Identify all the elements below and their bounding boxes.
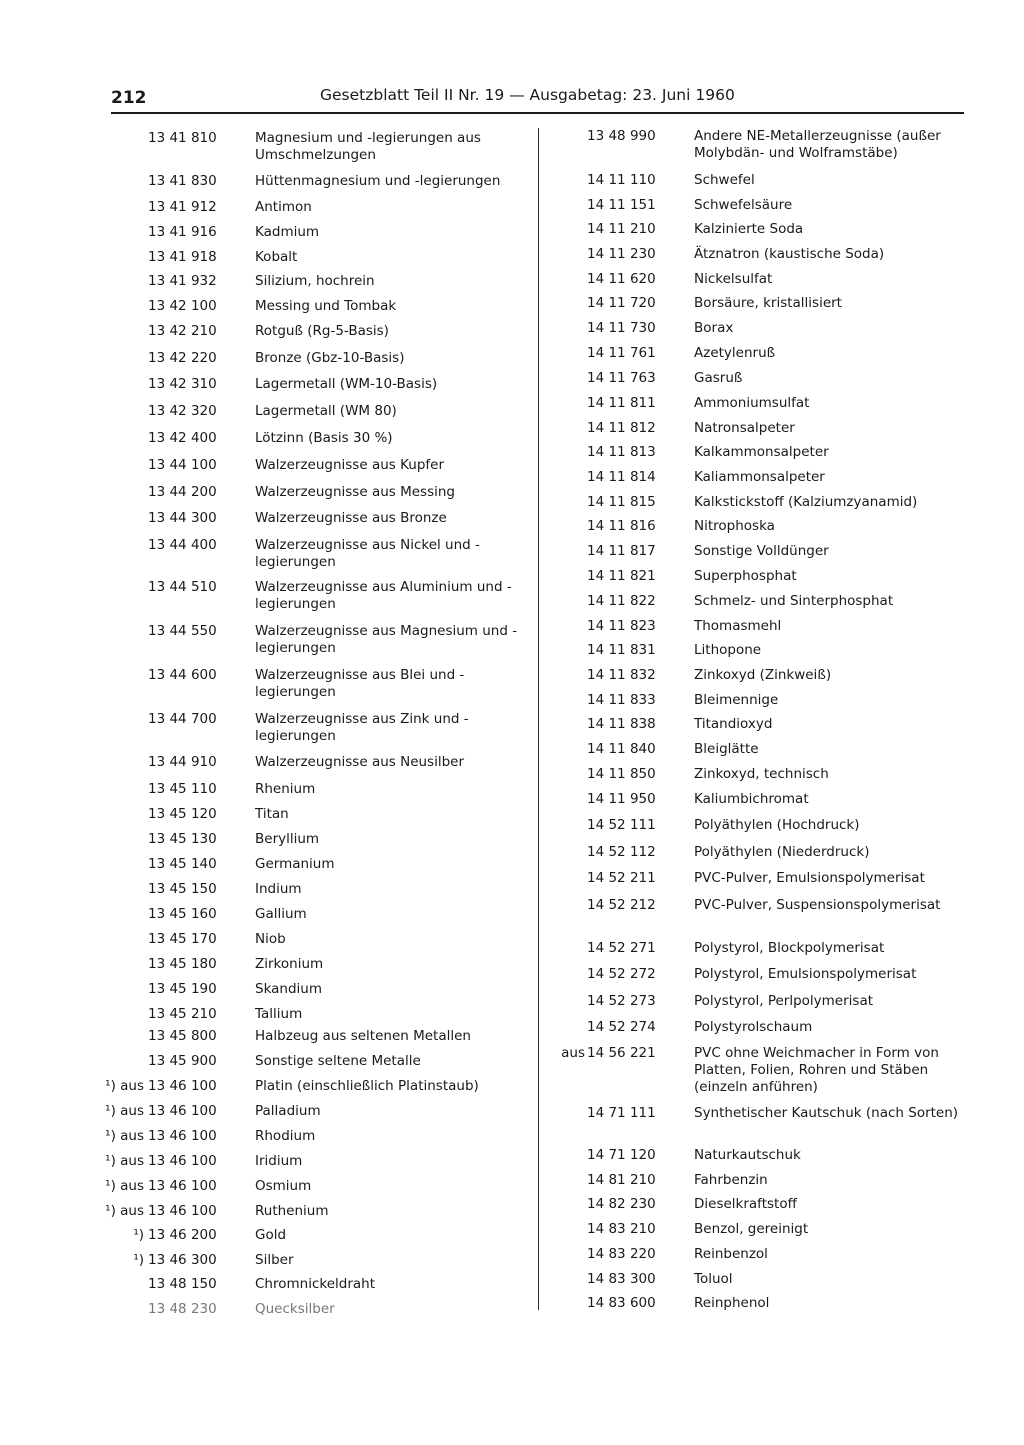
entry-code: 13 44 550 bbox=[148, 623, 217, 639]
entry-code: 13 45 170 bbox=[148, 931, 217, 947]
entry-code: 13 46 100 bbox=[148, 1103, 217, 1119]
entry-code: 13 42 100 bbox=[148, 298, 217, 314]
entry-description: Dieselkraftstoff bbox=[694, 1196, 797, 1212]
entry-description: Sonstige Volldünger bbox=[694, 543, 829, 559]
entry-prefix: ¹) aus bbox=[105, 1128, 144, 1144]
entry-code: 14 83 220 bbox=[587, 1246, 656, 1262]
entry-description: Kalkammonsalpeter bbox=[694, 444, 829, 460]
entry-description: Kobalt bbox=[255, 249, 298, 265]
entry-code: 14 56 221 bbox=[587, 1045, 656, 1061]
entry-description: Platin (einschließlich Platinstaub) bbox=[255, 1078, 479, 1094]
entry-code: 13 48 990 bbox=[587, 128, 656, 144]
entry-description: Walzerzeugnisse aus Zink und -legierungen bbox=[255, 711, 469, 744]
entry-code: 14 11 838 bbox=[587, 716, 656, 732]
entry-code: 14 11 811 bbox=[587, 395, 656, 411]
entry-code: 13 44 600 bbox=[148, 667, 217, 683]
entry-description: Schwefel bbox=[694, 172, 755, 188]
entry-code: 13 46 200 bbox=[148, 1227, 217, 1243]
entry-code: 14 11 815 bbox=[587, 494, 656, 510]
entry-description: Polyäthylen (Hochdruck) bbox=[694, 817, 860, 833]
entry-description: Bleiglätte bbox=[694, 741, 759, 757]
entry-description: Lagermetall (WM-10-Basis) bbox=[255, 376, 438, 392]
entry-code: 14 52 111 bbox=[587, 817, 656, 833]
page-header-title: Gesetzblatt Teil II Nr. 19 — Ausgabetag: 23. Juni 1960 bbox=[320, 86, 735, 104]
entry-code: 13 41 932 bbox=[148, 273, 217, 289]
entry-code: 14 52 211 bbox=[587, 870, 656, 886]
entry-code: 14 52 212 bbox=[587, 897, 656, 913]
entry-description: Silber bbox=[255, 1252, 294, 1268]
entry-description: Sonstige seltene Metalle bbox=[255, 1053, 421, 1069]
entry-description: PVC ohne Weichmacher in Form von Platten, Folien, Rohren und Stäben (einzeln anführen) bbox=[694, 1045, 939, 1095]
entry-description: Fahrbenzin bbox=[694, 1172, 768, 1188]
entry-code: 13 41 830 bbox=[148, 173, 217, 189]
entry-code: 13 45 150 bbox=[148, 881, 217, 897]
entry-code: 13 41 918 bbox=[148, 249, 217, 265]
entry-description: Polystyrol, Perlpolymerisat bbox=[694, 993, 874, 1009]
entry-code: 13 46 100 bbox=[148, 1128, 217, 1144]
entry-code: 13 45 140 bbox=[148, 856, 217, 872]
entry-description: Polystyrol, Emulsionspolymerisat bbox=[694, 966, 917, 982]
entry-description: Quecksilber bbox=[255, 1301, 335, 1317]
entry-code: 14 11 761 bbox=[587, 345, 656, 361]
entry-code: 14 11 814 bbox=[587, 469, 656, 485]
entry-description: Kadmium bbox=[255, 224, 320, 240]
entry-description: Superphosphat bbox=[694, 568, 797, 584]
entry-description: Reinphenol bbox=[694, 1295, 770, 1311]
entry-code: 13 44 100 bbox=[148, 457, 217, 473]
entry-code: 14 11 833 bbox=[587, 692, 656, 708]
entry-code: 14 11 720 bbox=[587, 295, 656, 311]
entry-prefix: ¹) aus bbox=[105, 1103, 144, 1119]
entry-code: 13 42 210 bbox=[148, 323, 217, 339]
entry-description: Thomasmehl bbox=[694, 618, 782, 634]
entry-description: Benzol, gereinigt bbox=[694, 1221, 809, 1237]
entry-code: 14 11 151 bbox=[587, 197, 656, 213]
entry-description: Toluol bbox=[694, 1271, 733, 1287]
entry-description: Polystyrolschaum bbox=[694, 1019, 813, 1035]
entry-description: Kaliumbichromat bbox=[694, 791, 809, 807]
entry-code: 13 44 200 bbox=[148, 484, 217, 500]
entry-code: 13 41 916 bbox=[148, 224, 217, 240]
entry-code: 13 48 230 bbox=[148, 1301, 217, 1317]
entry-code: 13 46 300 bbox=[148, 1252, 217, 1268]
entry-description: PVC-Pulver, Suspensionspolymerisat bbox=[694, 897, 941, 913]
entry-description: Andere NE-Metallerzeugnisse (außer Molybdän- und Wolframstäbe) bbox=[694, 128, 941, 161]
entry-description: Iridium bbox=[255, 1153, 303, 1169]
entry-description: Borsäure, kristallisiert bbox=[694, 295, 842, 311]
entry-code: 14 11 831 bbox=[587, 642, 656, 658]
entry-code: 14 82 230 bbox=[587, 1196, 656, 1212]
entry-code: 14 52 273 bbox=[587, 993, 656, 1009]
entry-code: 14 11 821 bbox=[587, 568, 656, 584]
entry-code: 13 41 912 bbox=[148, 199, 217, 215]
entry-description: Schmelz- und Sinterphosphat bbox=[694, 593, 894, 609]
entry-code: 13 45 180 bbox=[148, 956, 217, 972]
entry-description: Schwefelsäure bbox=[694, 197, 793, 213]
entry-description: Polystyrol, Blockpolymerisat bbox=[694, 940, 885, 956]
entry-description: Ätznatron (kaustische Soda) bbox=[694, 246, 885, 262]
entry-code: 13 45 130 bbox=[148, 831, 217, 847]
entry-code: 13 45 120 bbox=[148, 806, 217, 822]
entry-code: 14 81 210 bbox=[587, 1172, 656, 1188]
entry-description: Lithopone bbox=[694, 642, 762, 658]
entry-description: Lagermetall (WM 80) bbox=[255, 403, 397, 419]
entry-description: Germanium bbox=[255, 856, 335, 872]
column-divider bbox=[538, 128, 539, 1310]
entry-code: 14 11 823 bbox=[587, 618, 656, 634]
entry-code: 13 45 900 bbox=[148, 1053, 217, 1069]
entry-code: 13 44 510 bbox=[148, 579, 217, 595]
entry-prefix: aus bbox=[561, 1045, 585, 1061]
entry-code: 14 71 111 bbox=[587, 1105, 656, 1121]
entry-description: Walzerzeugnisse aus Aluminium und -legierungen bbox=[255, 579, 512, 612]
entry-description: Reinbenzol bbox=[694, 1246, 768, 1262]
entry-description: Indium bbox=[255, 881, 302, 897]
entry-code: 14 11 850 bbox=[587, 766, 656, 782]
entry-description: Bleimennige bbox=[694, 692, 779, 708]
entry-description: Synthetischer Kautschuk (nach Sorten) bbox=[694, 1105, 959, 1121]
entry-code: 13 45 190 bbox=[148, 981, 217, 997]
entry-description: Messing und Tombak bbox=[255, 298, 397, 314]
entry-code: 13 48 150 bbox=[148, 1276, 217, 1292]
entry-description: Zinkoxyd (Zinkweiß) bbox=[694, 667, 832, 683]
entry-description: Magnesium und -legierungen aus Umschmelzungen bbox=[255, 130, 481, 163]
entry-code: 14 11 763 bbox=[587, 370, 656, 386]
entry-code: 14 71 120 bbox=[587, 1147, 656, 1163]
entry-description: Gold bbox=[255, 1227, 287, 1243]
entry-description: Kaliammonsalpeter bbox=[694, 469, 825, 485]
entry-description: Azetylenruß bbox=[694, 345, 776, 361]
entry-description: Nitrophoska bbox=[694, 518, 775, 534]
entry-code: 14 11 620 bbox=[587, 271, 656, 287]
entry-description: Walzerzeugnisse aus Magnesium und -legierungen bbox=[255, 623, 518, 656]
entry-description: Hüttenmagnesium und -legierungen bbox=[255, 173, 501, 189]
entry-prefix: ¹) aus bbox=[105, 1078, 144, 1094]
entry-description: Nickelsulfat bbox=[694, 271, 773, 287]
entry-description: Kalzinierte Soda bbox=[694, 221, 804, 237]
entry-description: Kalkstickstoff (Kalziumzyanamid) bbox=[694, 494, 918, 510]
entry-code: 14 52 271 bbox=[587, 940, 656, 956]
entry-prefix: ¹) bbox=[133, 1227, 144, 1243]
entry-description: Walzerzeugnisse aus Kupfer bbox=[255, 457, 445, 473]
entry-code: 13 46 100 bbox=[148, 1078, 217, 1094]
entry-description: Rhodium bbox=[255, 1128, 316, 1144]
entry-code: 14 11 110 bbox=[587, 172, 656, 188]
entry-description: Lötzinn (Basis 30 %) bbox=[255, 430, 393, 446]
entry-description: Skandium bbox=[255, 981, 323, 997]
entry-code: 14 83 300 bbox=[587, 1271, 656, 1287]
entry-description: Gallium bbox=[255, 906, 307, 922]
entry-code: 13 46 100 bbox=[148, 1178, 217, 1194]
entry-code: 13 44 300 bbox=[148, 510, 217, 526]
entry-description: Halbzeug aus seltenen Metallen bbox=[255, 1028, 471, 1044]
entry-code: 14 11 950 bbox=[587, 791, 656, 807]
entry-prefix: ¹) aus bbox=[105, 1178, 144, 1194]
entry-prefix: ¹) aus bbox=[105, 1153, 144, 1169]
entry-code: 13 42 220 bbox=[148, 350, 217, 366]
entry-description: Tallium bbox=[255, 1006, 303, 1022]
entry-prefix: ¹) bbox=[133, 1252, 144, 1268]
entry-description: Naturkautschuk bbox=[694, 1147, 801, 1163]
entry-code: 14 11 812 bbox=[587, 420, 656, 436]
entry-code: 14 11 832 bbox=[587, 667, 656, 683]
header-rule bbox=[111, 112, 964, 114]
entry-description: Walzerzeugnisse aus Bronze bbox=[255, 510, 447, 526]
entry-description: Walzerzeugnisse aus Nickel und -legierungen bbox=[255, 537, 480, 570]
entry-description: Titandioxyd bbox=[694, 716, 773, 732]
entry-code: 13 46 100 bbox=[148, 1203, 217, 1219]
entry-code: 14 11 816 bbox=[587, 518, 656, 534]
entry-code: 13 44 700 bbox=[148, 711, 217, 727]
entry-description: Polyäthylen (Niederdruck) bbox=[694, 844, 870, 860]
entry-description: Natronsalpeter bbox=[694, 420, 795, 436]
entry-code: 13 42 400 bbox=[148, 430, 217, 446]
entry-description: Rotguß (Rg-5-Basis) bbox=[255, 323, 389, 339]
entry-code: 14 11 730 bbox=[587, 320, 656, 336]
entry-description: Borax bbox=[694, 320, 734, 336]
entry-code: 14 11 817 bbox=[587, 543, 656, 559]
entry-code: 14 11 822 bbox=[587, 593, 656, 609]
entry-description: Titan bbox=[255, 806, 289, 822]
entry-code: 14 11 840 bbox=[587, 741, 656, 757]
entry-description: Walzerzeugnisse aus Blei und -legierungen bbox=[255, 667, 465, 700]
entry-description: Zinkoxyd, technisch bbox=[694, 766, 829, 782]
page-number: 212 bbox=[111, 88, 147, 108]
entry-description: Ammoniumsulfat bbox=[694, 395, 810, 411]
entry-code: 13 44 910 bbox=[148, 754, 217, 770]
entry-description: Niob bbox=[255, 931, 286, 947]
entry-code: 14 52 274 bbox=[587, 1019, 656, 1035]
entry-description: Silizium, hochrein bbox=[255, 273, 375, 289]
entry-description: Walzerzeugnisse aus Neusilber bbox=[255, 754, 465, 770]
entry-description: Zirkonium bbox=[255, 956, 324, 972]
entry-code: 13 45 800 bbox=[148, 1028, 217, 1044]
entry-description: Rhenium bbox=[255, 781, 316, 797]
entry-description: Walzerzeugnisse aus Messing bbox=[255, 484, 455, 500]
entry-code: 13 41 810 bbox=[148, 130, 217, 146]
entry-code: 13 45 110 bbox=[148, 781, 217, 797]
entry-description: Palladium bbox=[255, 1103, 321, 1119]
entry-description: Chromnickeldraht bbox=[255, 1276, 376, 1292]
entry-description: Gasruß bbox=[694, 370, 743, 386]
entry-code: 14 11 210 bbox=[587, 221, 656, 237]
entry-description: Ruthenium bbox=[255, 1203, 329, 1219]
entry-code: 14 11 230 bbox=[587, 246, 656, 262]
entry-code: 14 52 112 bbox=[587, 844, 656, 860]
entry-code: 14 83 210 bbox=[587, 1221, 656, 1237]
entry-description: Beryllium bbox=[255, 831, 320, 847]
entry-code: 13 44 400 bbox=[148, 537, 217, 553]
entry-code: 13 42 310 bbox=[148, 376, 217, 392]
entry-code: 13 46 100 bbox=[148, 1153, 217, 1169]
entry-code: 14 83 600 bbox=[587, 1295, 656, 1311]
entry-description: Bronze (Gbz-10-Basis) bbox=[255, 350, 405, 366]
entry-code: 14 52 272 bbox=[587, 966, 656, 982]
entry-code: 14 11 813 bbox=[587, 444, 656, 460]
entry-code: 13 45 160 bbox=[148, 906, 217, 922]
entry-description: Osmium bbox=[255, 1178, 312, 1194]
entry-description: Antimon bbox=[255, 199, 312, 215]
entry-prefix: ¹) aus bbox=[105, 1203, 144, 1219]
entry-code: 13 42 320 bbox=[148, 403, 217, 419]
entry-description: PVC-Pulver, Emulsionspolymerisat bbox=[694, 870, 925, 886]
entry-code: 13 45 210 bbox=[148, 1006, 217, 1022]
